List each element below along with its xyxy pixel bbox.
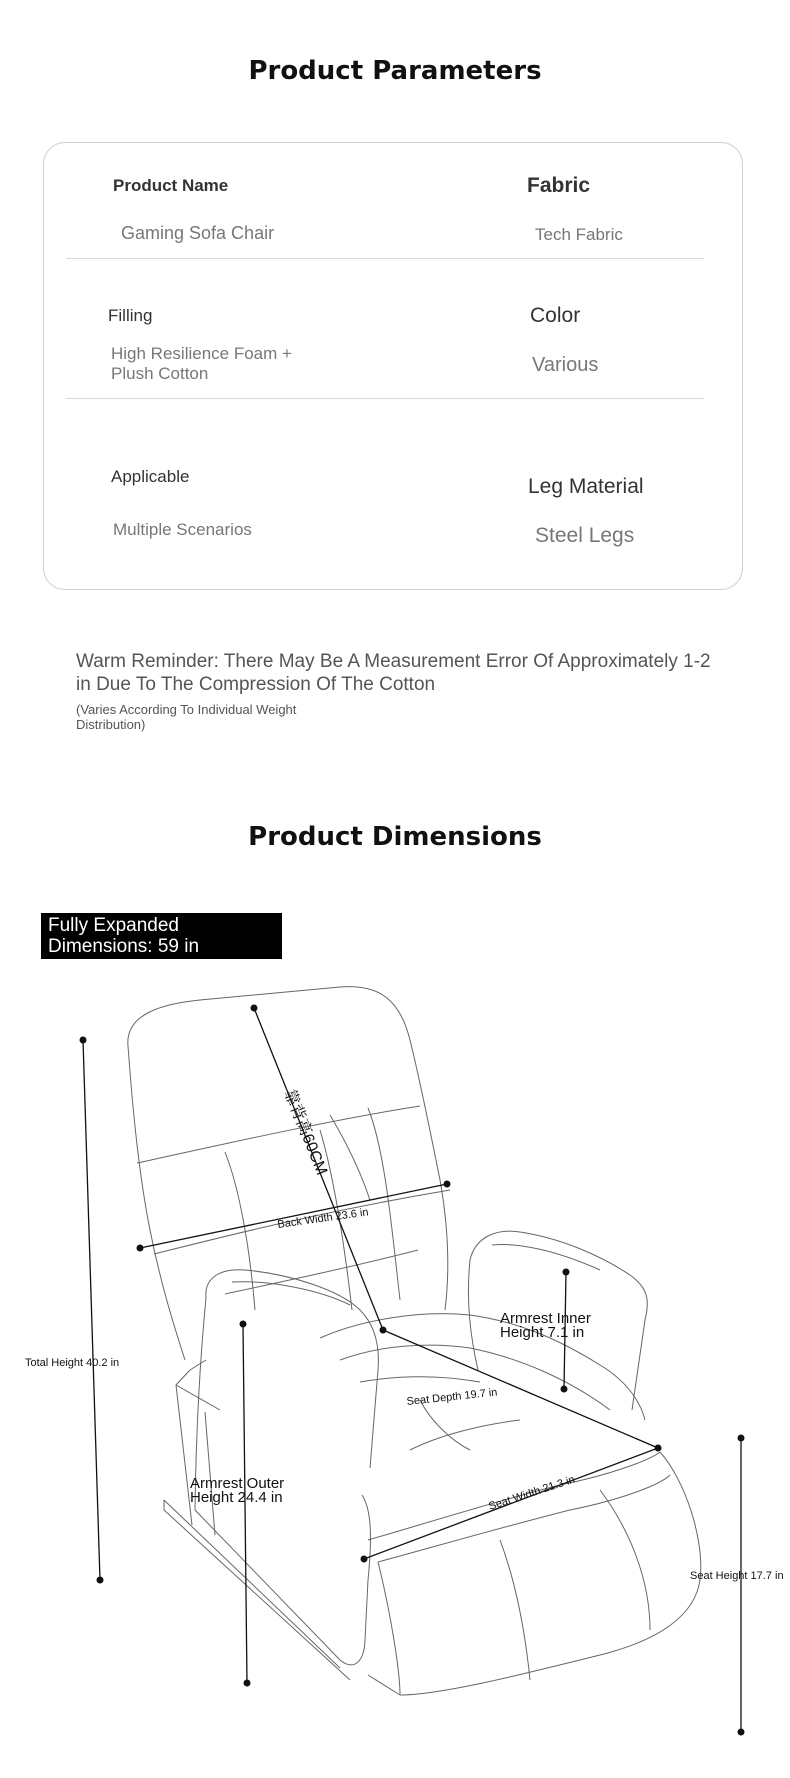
params-title: Product Parameters xyxy=(248,56,542,86)
chair-outline xyxy=(128,987,701,1695)
total-height-line xyxy=(83,1040,100,1580)
endpoint-dot xyxy=(240,1321,247,1328)
badge-line2: Dimensions: 59 in xyxy=(48,936,200,957)
param-value-leg-material: Steel Legs xyxy=(535,524,635,547)
endpoint-dot xyxy=(380,1327,387,1334)
expanded-dimensions-badge xyxy=(41,913,282,959)
endpoint-dot xyxy=(561,1386,568,1393)
param-value-filling xyxy=(111,344,292,384)
seat-height-label: Seat Height 17.7 in xyxy=(690,1570,784,1582)
param-value-product-name: Gaming Sofa Chair xyxy=(121,223,275,243)
param-label-filling: Filling xyxy=(108,306,153,325)
dimensions-title: Product Dimensions xyxy=(248,822,542,852)
seat-width-label: Seat Width 21.3 in xyxy=(487,1473,577,1513)
param-value-color: Various xyxy=(532,354,599,376)
endpoint-dot xyxy=(137,1245,144,1252)
dimension-lines xyxy=(83,1008,741,1732)
endpoint-dot xyxy=(251,1005,258,1012)
param-label-fabric: Fabric xyxy=(527,174,591,197)
param-value-filling-line1: High Resilience Foam + xyxy=(111,344,292,363)
param-label-color: Color xyxy=(530,304,581,327)
endpoint-dot xyxy=(738,1435,745,1442)
endpoint-dot xyxy=(80,1037,87,1044)
endpoint-dot xyxy=(97,1577,104,1584)
endpoint-dot xyxy=(444,1181,451,1188)
seat-depth-line xyxy=(383,1330,658,1448)
seat-depth-label: Seat Depth 19.7 in xyxy=(406,1386,498,1408)
back-height-label: 靠背高60CM xyxy=(280,1087,331,1178)
param-value-fabric: Tech Fabric xyxy=(535,225,623,244)
endpoint-dot xyxy=(563,1269,570,1276)
param-value-applicable: Multiple Scenarios xyxy=(113,520,252,539)
armrest-outer-label-2: Height 24.4 in xyxy=(190,1489,283,1506)
endpoint-dot xyxy=(244,1680,251,1687)
row-divider xyxy=(66,398,704,399)
warm-reminder-note: (Varies According To Individual Weight Distribution) xyxy=(76,702,297,732)
total-height-label: Total Height 40.2 in xyxy=(25,1357,120,1369)
dimension-endpoints xyxy=(80,1005,745,1736)
endpoint-dot xyxy=(655,1445,662,1452)
armrest-inner-label-2: Height 7.1 in xyxy=(500,1324,585,1341)
armrest-outer-label-1: Armrest Outer xyxy=(190,1475,285,1492)
armrest-inner-label-1: Armrest Inner xyxy=(500,1310,591,1327)
endpoint-dot xyxy=(738,1729,745,1736)
row-divider xyxy=(66,258,704,259)
warm-reminder: Warm Reminder: There May Be A Measurement Error Of Approximately 1-2 in Due To The Compression Of The Cotton xyxy=(76,651,711,695)
param-label-leg-material: Leg Material xyxy=(528,475,644,498)
back-width-label: Back Width 23.6 in xyxy=(276,1206,370,1231)
endpoint-dot xyxy=(361,1556,368,1563)
param-label-applicable: Applicable xyxy=(111,467,190,486)
chair-dimension-diagram xyxy=(0,980,790,1778)
param-value-filling-line2: Plush Cotton xyxy=(111,364,209,383)
badge-line1: Fully Expanded xyxy=(48,915,179,936)
param-label-product-name: Product Name xyxy=(113,176,229,195)
